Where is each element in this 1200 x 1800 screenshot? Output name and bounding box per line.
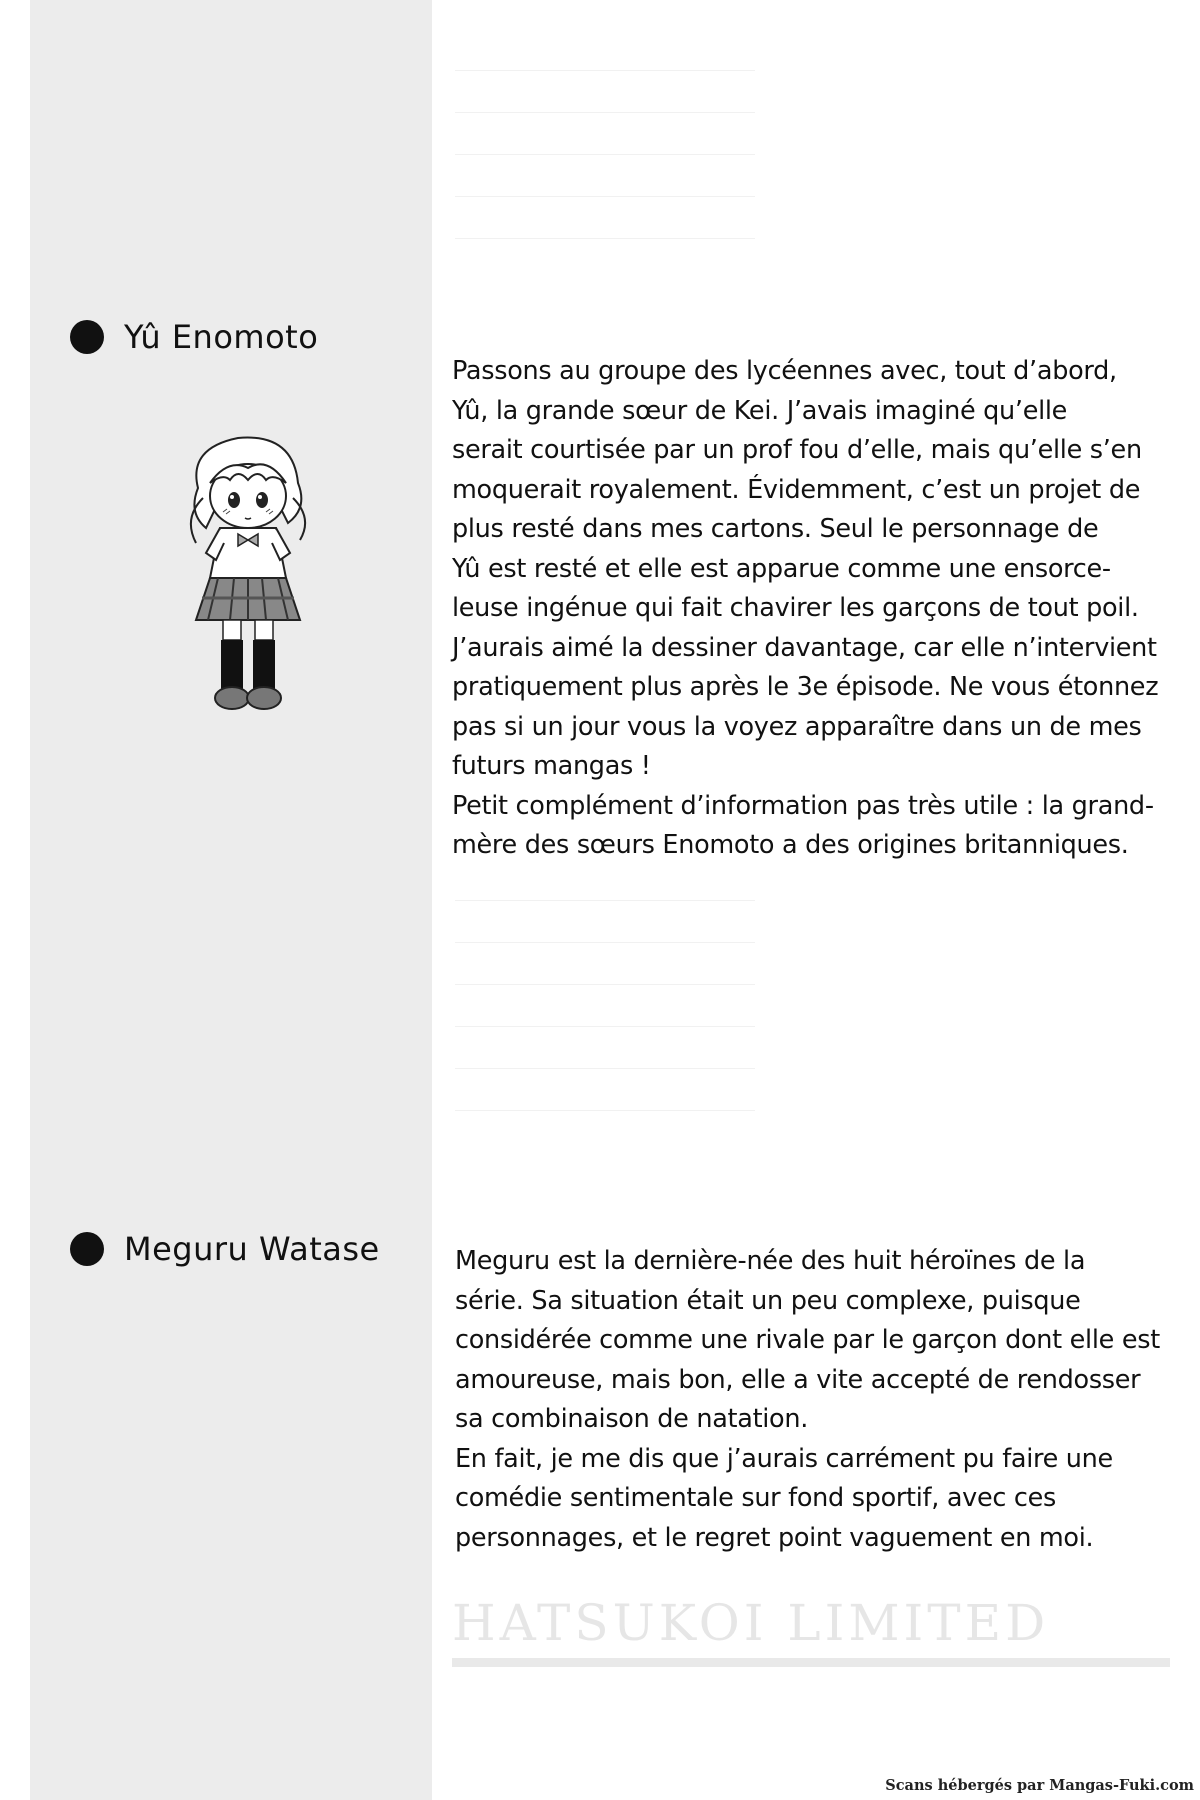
left-gray-column xyxy=(30,0,432,1800)
background-line xyxy=(455,154,755,155)
text-line: moquerait royalement. Évidemment, c’est un projet de xyxy=(452,474,1141,505)
background-line xyxy=(455,1068,755,1069)
footer-rule xyxy=(452,1658,1170,1667)
text-line: Meguru est la dernière-née des huit héroïnes de la xyxy=(455,1246,1086,1276)
text-line: Yû, la grande sœur de Kei. J’avais imaginé qu’elle xyxy=(452,395,1068,426)
text-line: leuse ingénue qui fait chavirer les garçons de tout poil. xyxy=(452,593,1139,623)
background-line xyxy=(455,112,755,113)
background-line xyxy=(455,1110,755,1111)
character-heading-meguru xyxy=(70,1230,380,1268)
paragraph-meguru xyxy=(455,1242,1160,1558)
text-line: considérée comme une rivale par le garçon dont elle est xyxy=(455,1325,1160,1355)
text-line: Petit complément d’information pas très utile : la grand- xyxy=(452,790,1154,821)
text-line: comédie sentimentale sur fond sportif, avec ces xyxy=(455,1483,1056,1513)
series-title-watermark: HATSUKOI LIMITED xyxy=(452,1594,1050,1652)
bullet-icon xyxy=(70,1232,104,1266)
text-line: pas si un jour vous la voyez apparaître dans un de mes xyxy=(452,711,1142,742)
background-line xyxy=(455,942,755,943)
paragraph-yu xyxy=(452,352,1158,866)
text-line: série. Sa situation était un peu complexe, puisque xyxy=(455,1285,1081,1316)
background-line xyxy=(455,196,755,197)
background-line xyxy=(455,70,755,71)
background-line xyxy=(455,1026,755,1027)
chibi-girl-illustration xyxy=(168,428,328,728)
text-line: mère des sœurs Enomoto a des origines britanniques. xyxy=(452,830,1129,860)
background-line xyxy=(455,984,755,985)
background-line xyxy=(455,900,755,901)
background-line xyxy=(455,238,755,239)
scan-credit: Scans hébergés par Mangas-Fuki.com xyxy=(885,1777,1194,1794)
text-line: En fait, je me dis que j’aurais carrément pu faire une xyxy=(455,1443,1113,1474)
character-name: Meguru Watase xyxy=(124,1230,380,1268)
text-line: sa combinaison de natation. xyxy=(455,1404,809,1434)
text-line: plus resté dans mes cartons. Seul le personnage de xyxy=(452,514,1099,544)
text-line: J’aurais aimé la dessiner davantage, car elle n’intervient xyxy=(452,632,1157,663)
text-line: personnages, et le regret point vaguement en moi. xyxy=(455,1522,1094,1553)
text-line: serait courtisée par un prof fou d’elle, mais qu’elle s’en xyxy=(452,435,1142,465)
text-line: Passons au groupe des lycéennes avec, tout d’abord, xyxy=(452,356,1117,386)
text-line: amoureuse, mais bon, elle a vite accepté de rendosser xyxy=(455,1364,1141,1395)
text-line: futurs mangas ! xyxy=(452,751,651,781)
text-line: pratiquement plus après le 3e épisode. Ne vous étonnez xyxy=(452,672,1159,702)
character-name: Yû Enomoto xyxy=(124,318,319,356)
text-line: Yû est resté et elle est apparue comme une ensorce- xyxy=(452,553,1111,584)
bullet-icon xyxy=(70,320,104,354)
character-heading-yu xyxy=(70,318,318,356)
